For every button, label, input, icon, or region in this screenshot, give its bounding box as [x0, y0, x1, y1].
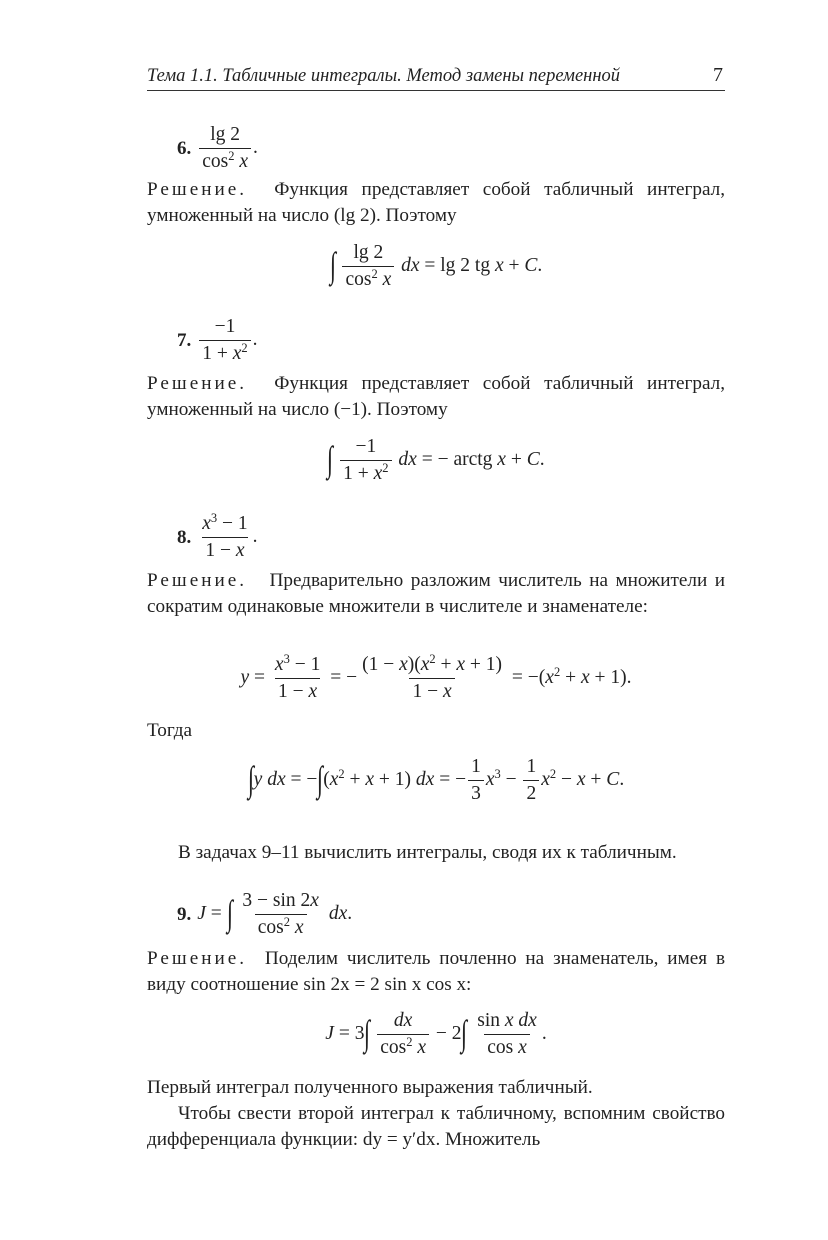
problem-6 [177, 124, 258, 173]
problem-6-number: 6. [177, 137, 192, 159]
problem-8-formula: ∫y dx = $-\int(x^2 + x + 1)$ dx = − $\frac{1}{3}$ $x^3$ − $\frac{1}{2}$ $x^2 - x + C$. [247, 756, 625, 804]
problem-8-factorization: y = $\frac{x^3 - 1}{1 - x}$ = − $\frac{(1 - x)(x^2 + x + 1)}{1 - x}$ = $-(x^2 + x + 1)$. [240, 652, 632, 702]
problem-8 [177, 513, 258, 562]
problem-7-expression: $\frac{-1}{1 + x^2}$ . [197, 316, 257, 365]
problem-6-solution-text: Функция представляет собой табличный интеграл, умноженный на число (lg 2). Поэтому [147, 179, 726, 226]
problem-6-formula: ∫ $\frac{\lg 2}{\cos^2 x}$ dx = lg 2 tg x + C. [329, 242, 543, 290]
problem-8-number: 8. [177, 526, 192, 548]
intro-9-11: В задачах 9–11 вычислить интегралы, сводя их к табличным. [178, 842, 677, 863]
page-number: 7 [713, 64, 723, 86]
problem-8-expression: $\frac{x^3 - 1}{1 - x}$ . [202, 511, 258, 561]
running-head-title: Тема 1.1. Табличные интегралы. Метод замены переменной [147, 66, 621, 86]
problem-8-solution [147, 568, 725, 619]
problem-7 [177, 316, 258, 365]
problem-6-expression: $\frac{\lg 2}{\cos^2 x}$ . [197, 124, 258, 173]
problem-8-solution-text: Предварительно разложим числитель на множители и сократим одинаковые множители в числителе и знаменателе: [147, 570, 726, 617]
after-problem-9: Первый интеграл полученного выражения табличный. [147, 1077, 593, 1098]
page [147, 0, 725, 1240]
solution-label: Решение. [147, 570, 248, 591]
problem-9-expression: J = ∫ $\frac{3 - \sin 2x}{\cos^2 x}$ dx. [197, 890, 353, 938]
then-label: Тогда [147, 720, 193, 741]
problem-6-solution [147, 177, 725, 228]
solution-label: Решение. [147, 373, 248, 394]
problem-7-solution-text: Функция представляет собой табличный интеграл, умноженный на число (−1). Поэтому [147, 373, 726, 420]
running-head [147, 66, 725, 91]
problem-9-solution-text: Поделим числитель почленно на знаменатель, имея в виду соотношение sin 2x = 2 sin x cos x: [147, 948, 726, 995]
problem-7-number: 7. [177, 329, 192, 351]
solution-label: Решение. [147, 948, 248, 969]
solution-label: Решение. [147, 179, 248, 200]
problem-7-formula: ∫ $\frac{-1}{1 + x^2}$ dx = − arctg x + C. [327, 436, 545, 484]
problem-9-number: 9. [177, 903, 192, 925]
problem-7-solution [147, 371, 725, 422]
problem-9 [177, 890, 352, 939]
last-paragraph: Чтобы свести второй интеграл к табличному, вспомним свойство дифференциала функции: dy = y′dx. Множитель [147, 1103, 725, 1150]
problem-9-solution [147, 946, 725, 997]
problem-9-formula: J = 3∫ $\frac{dx}{\cos^2 x}$ − 2∫ $\frac{\text{sin x dx}}{\text{cos x}}$ . [325, 1010, 547, 1058]
